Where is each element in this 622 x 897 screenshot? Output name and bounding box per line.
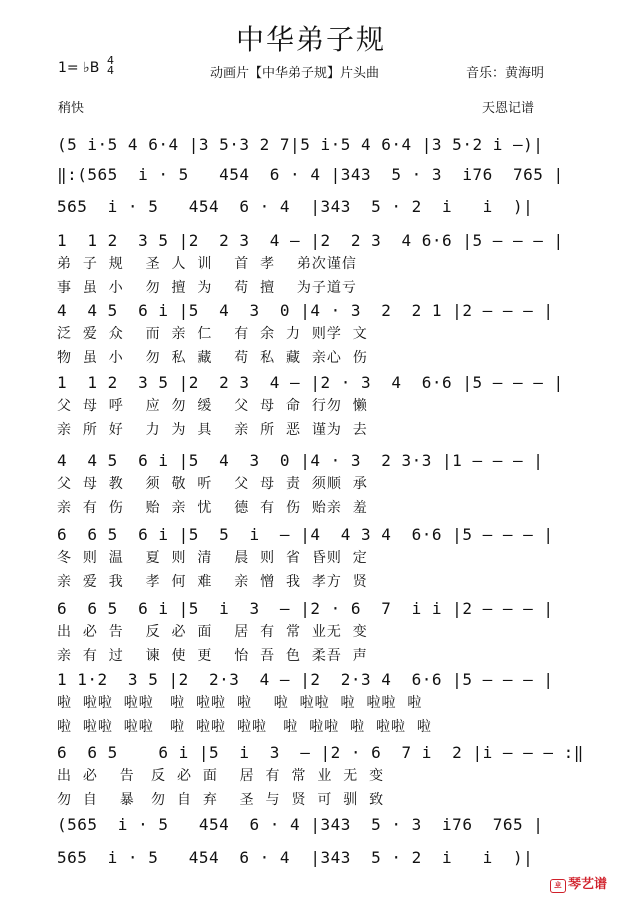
notation-row: 1 1·2 3 5 |2 2·3 4 – |2 2·3 4 6·6 |5 – – – |: [57, 670, 554, 689]
lyric-line: 事 虽 小 勿 擅 为 苟 擅 为子道亏: [57, 280, 357, 296]
lyric-line: 冬 则 温 夏 则 清 晨 则 省 昏则 定: [57, 550, 368, 566]
notation-row: 1 1 2 3 5 |2 2 3 4 – |2 2 3 4 6·6 |5 – – – |: [57, 231, 564, 250]
lyric-line: 亲 有 伤 贻 亲 忧 德 有 伤 贻亲 羞: [57, 500, 368, 516]
lyric-line: 亲 所 好 力 为 具 亲 所 恶 谨为 去: [57, 422, 368, 438]
time-signature: [107, 56, 114, 76]
notation-row: 4 4 5 6 i |5 4 3 0 |4 · 3 2 3·3 |1 – – – |: [57, 451, 544, 470]
meter-bottom: 4: [107, 64, 114, 77]
notation-row: 4 4 5 6 i |5 4 3 0 |4 · 3 2 2 1 |2 – – – |: [57, 301, 554, 320]
tempo-marking: 稍快: [58, 101, 85, 116]
notation-row: 565 i · 5 454 6 · 4 |343 5 · 2 i i )|: [57, 848, 534, 867]
notation-row: (565 i · 5 454 6 · 4 |343 5 · 3 i76 765 |: [57, 815, 544, 834]
lyric-line: 父 母 呼 应 勿 缓 父 母 命 行勿 懒: [57, 398, 368, 414]
meter-top: 4: [107, 54, 114, 67]
lyric-line: 亲 有 过 谏 使 更 怡 吾 色 柔吾 声: [57, 648, 368, 664]
watermark-logo: [550, 873, 607, 893]
notation-row: 1 1 2 3 5 |2 2 3 4 – |2 · 3 4 6·6 |5 – – – |: [57, 373, 564, 392]
notation-row: 6 6 5 6 i |5 i 3 – |2 · 6 7 i 2 |i – – – :‖: [57, 743, 584, 762]
lyric-line: 啦 啦啦 啦啦 啦 啦啦 啦啦 啦 啦啦 啦 啦啦 啦: [57, 719, 432, 735]
key-signature: 1= ♭B: [58, 60, 100, 76]
lyric-line: 泛 爱 众 而 亲 仁 有 余 力 则学 文: [57, 326, 368, 342]
notation-row: (5 i·5 4 6·4 |3 5·3 2 7|5 i·5 4 6·4 |3 5·2 i –)|: [57, 135, 544, 154]
logo-mark: ㄓ: [550, 879, 566, 893]
lyric-line: 勿 自 暴 勿 自 弃 圣 与 贤 可 驯 致: [57, 792, 385, 808]
composer: 音乐：黄海明: [466, 66, 545, 81]
page-title: 中华弟子规: [235, 23, 386, 56]
lyric-line: 出 必 告 反 必 面 居 有 常 业无 变: [57, 624, 368, 640]
notation-row: 6 6 5 6 i |5 i 3 – |2 · 6 7 i i |2 – – – |: [57, 599, 554, 618]
lyric-line: 弟 子 规 圣 人 训 首 孝 弟次谨信: [57, 256, 357, 272]
lyric-line: 亲 爱 我 孝 何 难 亲 憎 我 孝方 贤: [57, 574, 368, 590]
notation-row: 6 6 5 6 i |5 5 i – |4 4 3 4 6·6 |5 – – – |: [57, 525, 554, 544]
notation-row: 565 i · 5 454 6 · 4 |343 5 · 2 i i )|: [57, 197, 534, 216]
lyric-line: 物 虽 小 勿 私 藏 苟 私 藏 亲心 伤: [57, 350, 368, 366]
lyric-line: 父 母 教 须 敬 听 父 母 责 须顺 承: [57, 476, 368, 492]
logo-text: 琴艺谱: [568, 877, 608, 892]
lyric-line: 啦 啦啦 啦啦 啦 啦啦 啦 啦 啦啦 啦 啦啦 啦: [57, 695, 423, 711]
subtitle: 动画片【中华弟子规】片头曲: [210, 66, 380, 81]
notation-row: ‖:(565 i · 5 454 6 · 4 |343 5 · 3 i76 765 |: [57, 165, 564, 184]
transcriber: 天恩记谱: [482, 101, 535, 116]
lyric-line: 出 必 告 反 必 面 居 有 常 业 无 变: [57, 768, 385, 784]
